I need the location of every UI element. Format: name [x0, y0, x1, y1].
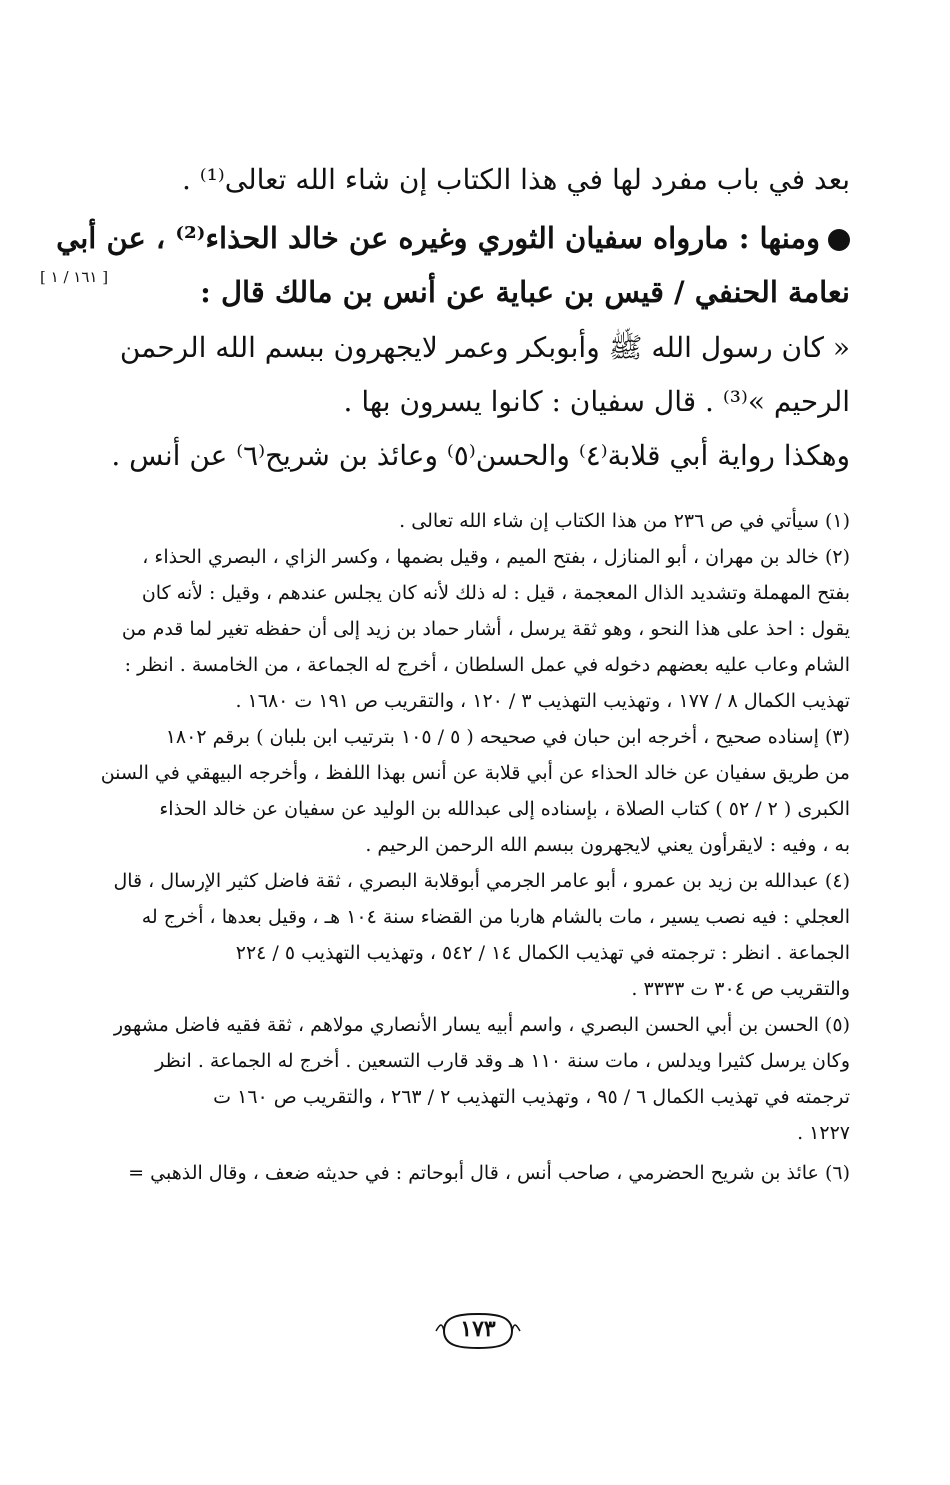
- footnote-line: (١) سيأتي في ص ٢٣٦ من هذا الكتاب إن شاء الله تعالى .: [399, 510, 850, 532]
- body-line: [56, 218, 850, 258]
- footnote-line: وكان يرسل كثيرا ويدلس ، مات سنة ١١٠ هـ وقد قارب التسعين . أخرج له الجماعة . انظر: [155, 1050, 850, 1072]
- body-line: الرحيم »⁽³⁾ . قال سفيان : كانوا يسرون بها .: [343, 385, 850, 418]
- footnote-line: الشام وعاب عليه بعضهم دخوله في عمل السلطان ، أخرج له الجماعة ، من الخامسة . انظر :: [124, 654, 850, 676]
- page-number: [430, 1310, 526, 1352]
- footnote-line: (٣) إسناده صحيح ، أخرجه ابن حبان في صحيحه ( ٥ / ١٠٥ بترتيب ابن بلبان ) برقم ١٨٠٢: [165, 726, 850, 748]
- footnote-line: من طريق سفيان عن خالد الحذاء عن أبي قلابة عن أنس بهذا اللفظ ، وأخرجه البيهقي في السنن: [100, 762, 850, 784]
- footnote-line: ترجمته في تهذيب الكمال ٦ / ٩٥ ، وتهذيب التهذيب ٢ / ٢٦٣ ، والتقريب ص ١٦٠ ت: [213, 1086, 850, 1108]
- body-line: بعد في باب مفرد لها في هذا الكتاب إن شاء الله تعالى⁽¹⁾ .: [181, 163, 850, 196]
- footnote-line: ١٢٢٧ .: [797, 1122, 850, 1144]
- footnote-line: يقول : احذ على هذا النحو ، وهو ثقة يرسل ، أشار حماد بن زيد إلى أن حفظه تغير لما قدم من: [121, 618, 850, 640]
- footnote-line: (٦) عائذ بن شريح الحضرمي ، صاحب أنس ، قال أبوحاتم : في حديثه ضعف ، وقال الذهبي =: [128, 1162, 850, 1184]
- body-line: نعامة الحنفي / قيس بن عباية عن أنس بن مالك قال :: [200, 275, 850, 309]
- body-line-text: ومنها : مارواه سفيان الثوري وغيره عن خالد الحذاء⁽²⁾ ، عن أبي: [56, 221, 820, 255]
- body-line: « كان رسول الله ﷺ وأبوبكر وعمر لايجهرون ببسم الله الرحمن: [119, 331, 850, 364]
- footnote-line: به ، وفيه : لايقرأون يعني لايجهرون ببسم الله الرحمن الرحيم .: [365, 834, 850, 856]
- footnote-line: (٤) عبدالله بن زيد بن عمرو ، أبو عامر الجرمي أبوقلابة البصري ، ثقة فاضل كثير الإرسال ، قال: [113, 870, 850, 892]
- margin-page-reference: [ ١٦١ / ١ ]: [40, 268, 109, 286]
- footnote-line: الجماعة . انظر : ترجمته في تهذيب الكمال ١٤ / ٥٤٢ ، وتهذيب التهذيب ٥ / ٢٢٤: [235, 942, 850, 964]
- footnote-line: تهذيب الكمال ٨ / ١٧٧ ، وتهذيب التهذيب ٣ / ١٢٠ ، والتقريب ص ١٩١ ت ١٦٨٠ .: [235, 690, 850, 712]
- footnotes: [100, 508, 850, 1268]
- page-number-text: ١٧٣: [460, 1316, 496, 1342]
- footnote-line: (٢) خالد بن مهران ، أبو المنازل ، بفتح الميم ، وقيل بضمها ، وكسر الزاي ، البصري الحذاء ،: [142, 546, 850, 568]
- bullet-dot-icon: [828, 229, 850, 251]
- footnote-line: (٥) الحسن بن أبي الحسن البصري ، واسم أبيه يسار الأنصاري مولاهم ، ثقة فقيه فاضل مشهور: [113, 1014, 850, 1036]
- footnote-line: العجلي : فيه نصب يسير ، مات بالشام هاربا من القضاء سنة ١٠٤ هـ ، وقيل بعدها ، أخرج له: [141, 906, 850, 928]
- footnote-line: الكبرى ( ٢ / ٥٢ ) كتاب الصلاة ، بإسناده إلى عبدالله بن الوليد عن سفيان عن خالد الحذاء: [159, 798, 850, 820]
- footnote-line: بفتح المهملة وتشديد الذال المعجمة ، قيل : له ذلك لأنه كان يجلس عندهم ، وقيل : لأنه كان: [141, 582, 850, 604]
- body-line: وهكذا رواية أبي قلابة⁽٤⁾ والحسن⁽٥⁾ وعائذ بن شريح⁽٦⁾ عن أنس .: [111, 439, 850, 472]
- footnote-line: والتقريب ص ٣٠٤ ت ٣٣٣٣ .: [631, 978, 850, 1000]
